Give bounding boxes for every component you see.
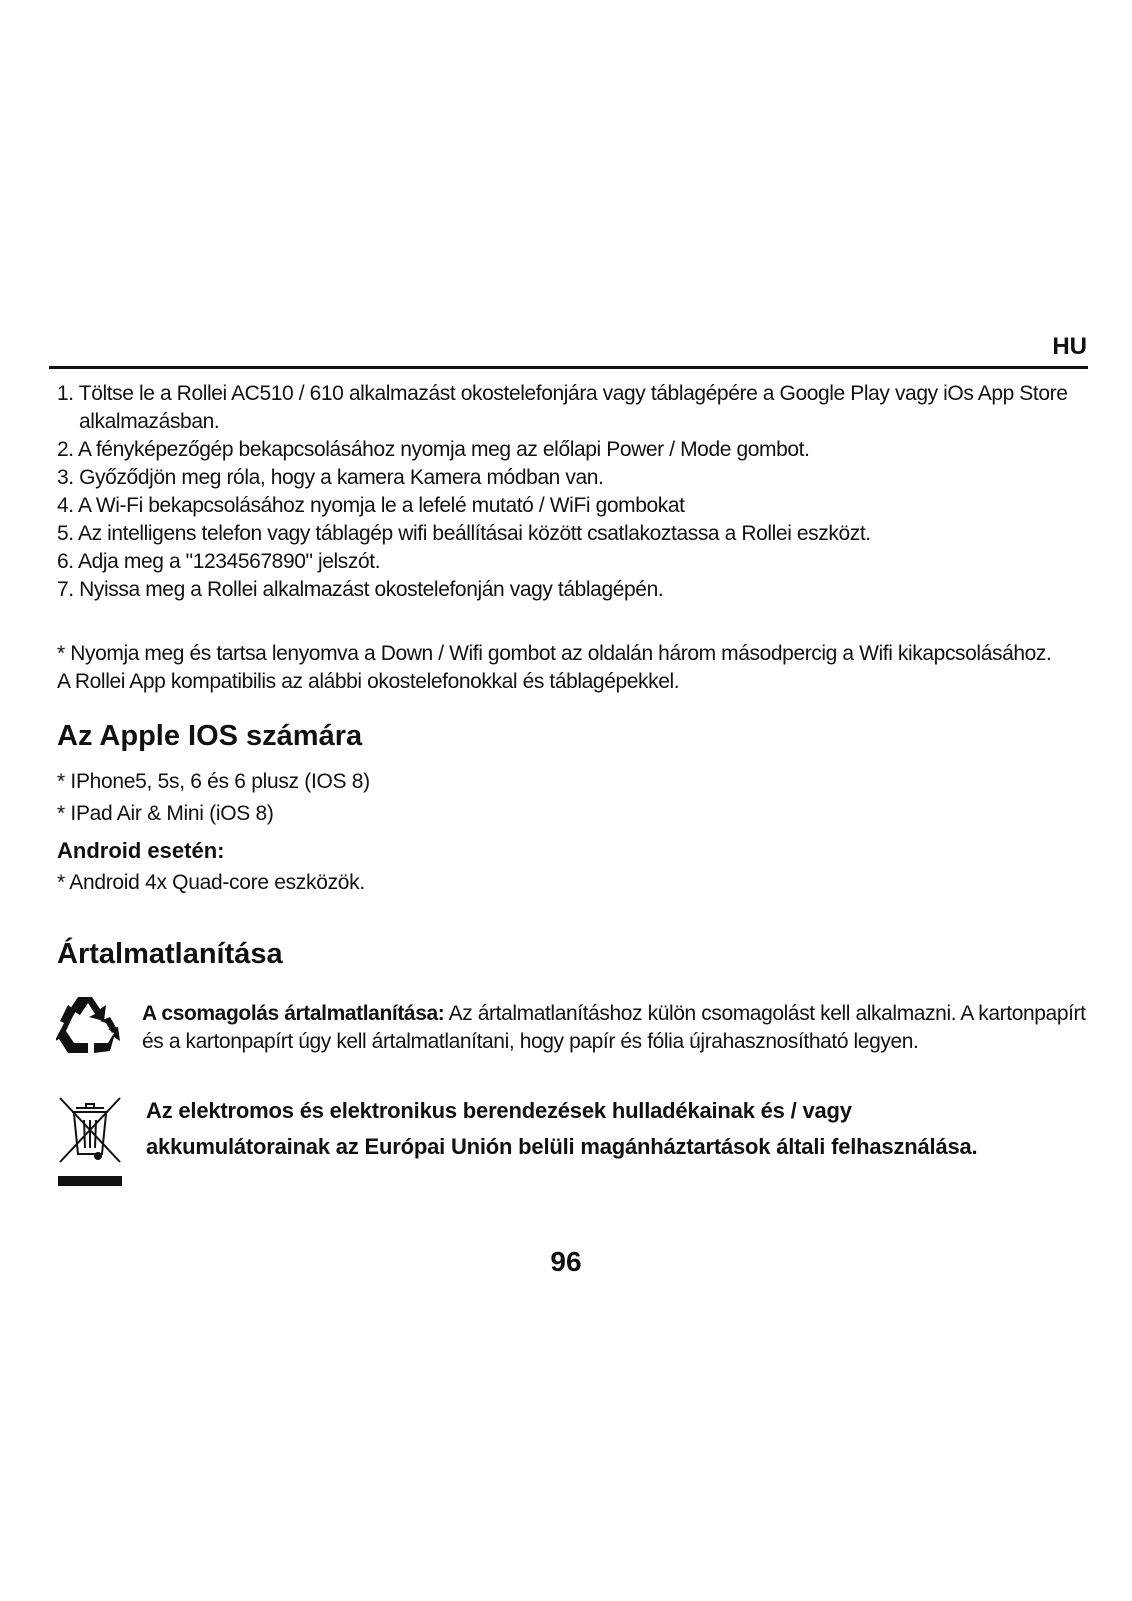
step-item: 6. Adja meg a "1234567890" jelszót. [57, 550, 381, 573]
step-item: 1. Töltse le a Rollei AC510 / 610 alkalmazást okostelefonjára vagy táblagépére a Google Play vagy iOs App Store alkalmazásban. [57, 382, 1068, 433]
apple-heading: Az Apple IOS számára [57, 720, 363, 752]
step-item: 2. A fényképezőgép bekapcsolásához nyomja meg az előlapi Power / Mode gombot. [57, 438, 810, 461]
page-number: 96 [550, 1246, 582, 1277]
list-item: * IPad Air & Mini (iOS 8) [57, 802, 274, 825]
language-tag: HU [1052, 333, 1087, 360]
apple-device-list [57, 766, 370, 830]
android-device-list [57, 868, 365, 898]
step-item: 3. Győződjön meg róla, hogy a kamera Kamera módban van. [57, 466, 604, 489]
wifi-off-note: * Nyomja meg és tartsa lenyomva a Down / Wifi gombot az oldalán három másodpercig a Wifi kikapcsolásához. [57, 642, 1052, 665]
packaging-label: A csomagolás ártalmatlanítása: [142, 1002, 445, 1025]
crossed-out-bin-icon [56, 1096, 124, 1188]
setup-steps-list [57, 380, 1087, 604]
weee-disposal-text: Az elektromos és elektronikus berendezések hulladékainak és / vagy akkumulátorainak az Európai Unión belüli magánháztartások általi felhasználása. [146, 1098, 978, 1159]
header-rule [49, 366, 1088, 369]
packaging-description: Az ártalmatlanításhoz külön csomagolást kell alkalmazni. A kartonpapírt és a kartonpapírt úgy kell ártalmatlanítani, hogy papír és fólia újrahasznosítható legyen. [142, 1002, 1086, 1053]
list-item: * Android 4x Quad-core eszközök. [57, 871, 365, 894]
notes-block [57, 640, 1097, 696]
recycle-icon [56, 993, 120, 1055]
packaging-disposal-text [142, 1000, 1092, 1056]
disposal-heading: Ártalmatlanítása [57, 938, 283, 970]
list-item: * IPhone5, 5s, 6 és 6 plusz (IOS 8) [57, 770, 370, 793]
android-heading: Android esetén: [57, 838, 225, 863]
compatibility-note: A Rollei App kompatibilis az alábbi okostelefonokkal és táblagépekkel. [57, 670, 680, 693]
step-item: 5. Az intelligens telefon vagy táblagép wifi beállításai között csatlakoztassa a Rollei eszközt. [57, 522, 871, 545]
step-item: 4. A Wi-Fi bekapcsolásához nyomja le a lefelé mutató / WiFi gombokat [57, 494, 685, 517]
step-item: 7. Nyissa meg a Rollei alkalmazást okostelefonján vagy táblagépén. [57, 578, 664, 601]
